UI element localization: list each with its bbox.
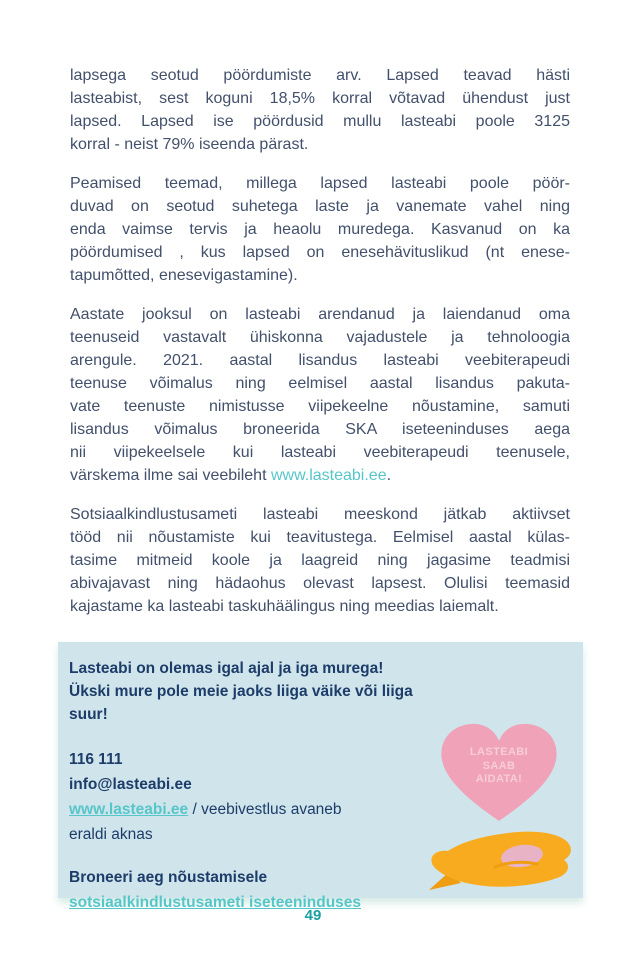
body-text bbox=[70, 64, 570, 634]
contact-info-box bbox=[58, 642, 583, 911]
text-line: tapumõtted, enesevigastamine). bbox=[70, 267, 298, 284]
paragraph-4 bbox=[70, 503, 570, 618]
last-line-prefix: värskema ilme sai veebileht bbox=[70, 467, 271, 484]
text-line: arengule. 2021. aastal lisandus lasteabi veebiterapeudi bbox=[70, 352, 570, 369]
website-line-2: eraldi aknas bbox=[69, 826, 153, 843]
text-line: teenuseid vastavalt ühiskonna vajadustele ja tehnoloogia bbox=[70, 329, 570, 346]
text-line: Sotsiaalkindlustusameti lasteabi meeskond jätkab aktiivset bbox=[70, 506, 570, 523]
text-line: tööd nii nõustamiste kui teavitustega. Eelmisel aastal külas- bbox=[70, 529, 570, 546]
contact-details bbox=[69, 747, 449, 847]
text-line: lapsega seotud pöördumiste arv. Lapsed teavad hästi bbox=[70, 67, 570, 84]
text-line: korral - neist 79% iseenda pärast. bbox=[70, 136, 309, 153]
info-box-heading-line1: Lasteabi on olemas igal ajal ja iga murega! bbox=[69, 660, 384, 677]
heart-slogan bbox=[435, 746, 563, 787]
helpline-website-link[interactable]: www.lasteabi.ee bbox=[69, 801, 189, 818]
text-line: lapsed. Lapsed ise pöördusid mullu lasteabi poole 3125 bbox=[70, 113, 570, 130]
page-number: 49 bbox=[304, 907, 322, 924]
paragraph-3-justified-lines bbox=[70, 303, 570, 464]
text-line: Peamised teemad, millega lapsed lasteabi poole pöör- bbox=[70, 175, 570, 192]
heart-slogan-line3: AIDATA! bbox=[475, 773, 523, 785]
text-line: lasteabist, sest koguni 18,5% korral võtavad ühendust just bbox=[70, 90, 570, 107]
hand-icon bbox=[425, 804, 577, 896]
paragraph-3 bbox=[70, 303, 570, 487]
heart-slogan-line2: SAAB bbox=[482, 759, 516, 772]
text-line: abivajavast ning hädaohus olevast lapsest. Olulisi teemasid bbox=[70, 575, 570, 592]
website-line bbox=[69, 797, 449, 822]
text-line: enda vaimse tervis ja heaolu muredega. Kasvanud on ka bbox=[70, 221, 570, 238]
contact-info-text bbox=[69, 657, 449, 915]
paragraph-3-last-line bbox=[70, 464, 570, 487]
heart-in-hand-illustration bbox=[425, 720, 580, 890]
text-line: kajastame ka lasteabi taskuhäälingus ning meedias laiemalt. bbox=[70, 598, 499, 615]
helpline-email[interactable]: info@lasteabi.ee bbox=[69, 776, 192, 793]
info-box-heading bbox=[69, 657, 449, 726]
heart-slogan-line1: LASTEABI bbox=[469, 746, 529, 758]
text-line: nii viipekeelsele kui lasteabi veebiterapeudi teenusele, bbox=[70, 444, 570, 461]
text-line: vate teenuste nimistusse viipekeelne nõustamine, samuti bbox=[70, 398, 570, 415]
paragraph-1 bbox=[70, 64, 570, 156]
text-line: teenuse võimalus ning eelmisel aastal lisandus pakuta- bbox=[70, 375, 570, 392]
paragraph-2 bbox=[70, 172, 570, 287]
booking-label: Broneeri aeg nõustamisele bbox=[69, 869, 268, 886]
last-line-suffix: . bbox=[386, 467, 392, 484]
lasteabi-website-link[interactable]: www.lasteabi.ee bbox=[270, 467, 387, 484]
text-line: duvad on seotud suhetega laste ja vanemate vahel ning bbox=[70, 198, 570, 215]
text-line: pöördumised , kus lapsed on enesehävituslikud (nt enese- bbox=[70, 244, 570, 261]
helpline-phone-number: 116 111 bbox=[69, 751, 123, 768]
text-line: lisandus võimalus broneerida SKA iseteeninduses aega bbox=[70, 421, 570, 438]
hand-shape bbox=[425, 804, 577, 896]
text-line: tasime mitmeid koole ja laagreid ning jagasime teadmisi bbox=[70, 552, 570, 569]
website-line-suffix: / veebivestlus avaneb bbox=[188, 801, 342, 818]
self-service-booking-link[interactable]: sotsiaalkindlustusameti iseteeninduses bbox=[69, 894, 362, 911]
info-box-heading-line2: Ükski mure pole meie jaoks liiga väike või liiga suur! bbox=[69, 683, 413, 723]
text-line: Aastate jooksul on lasteabi arendanud ja laiendanud oma bbox=[70, 306, 570, 323]
